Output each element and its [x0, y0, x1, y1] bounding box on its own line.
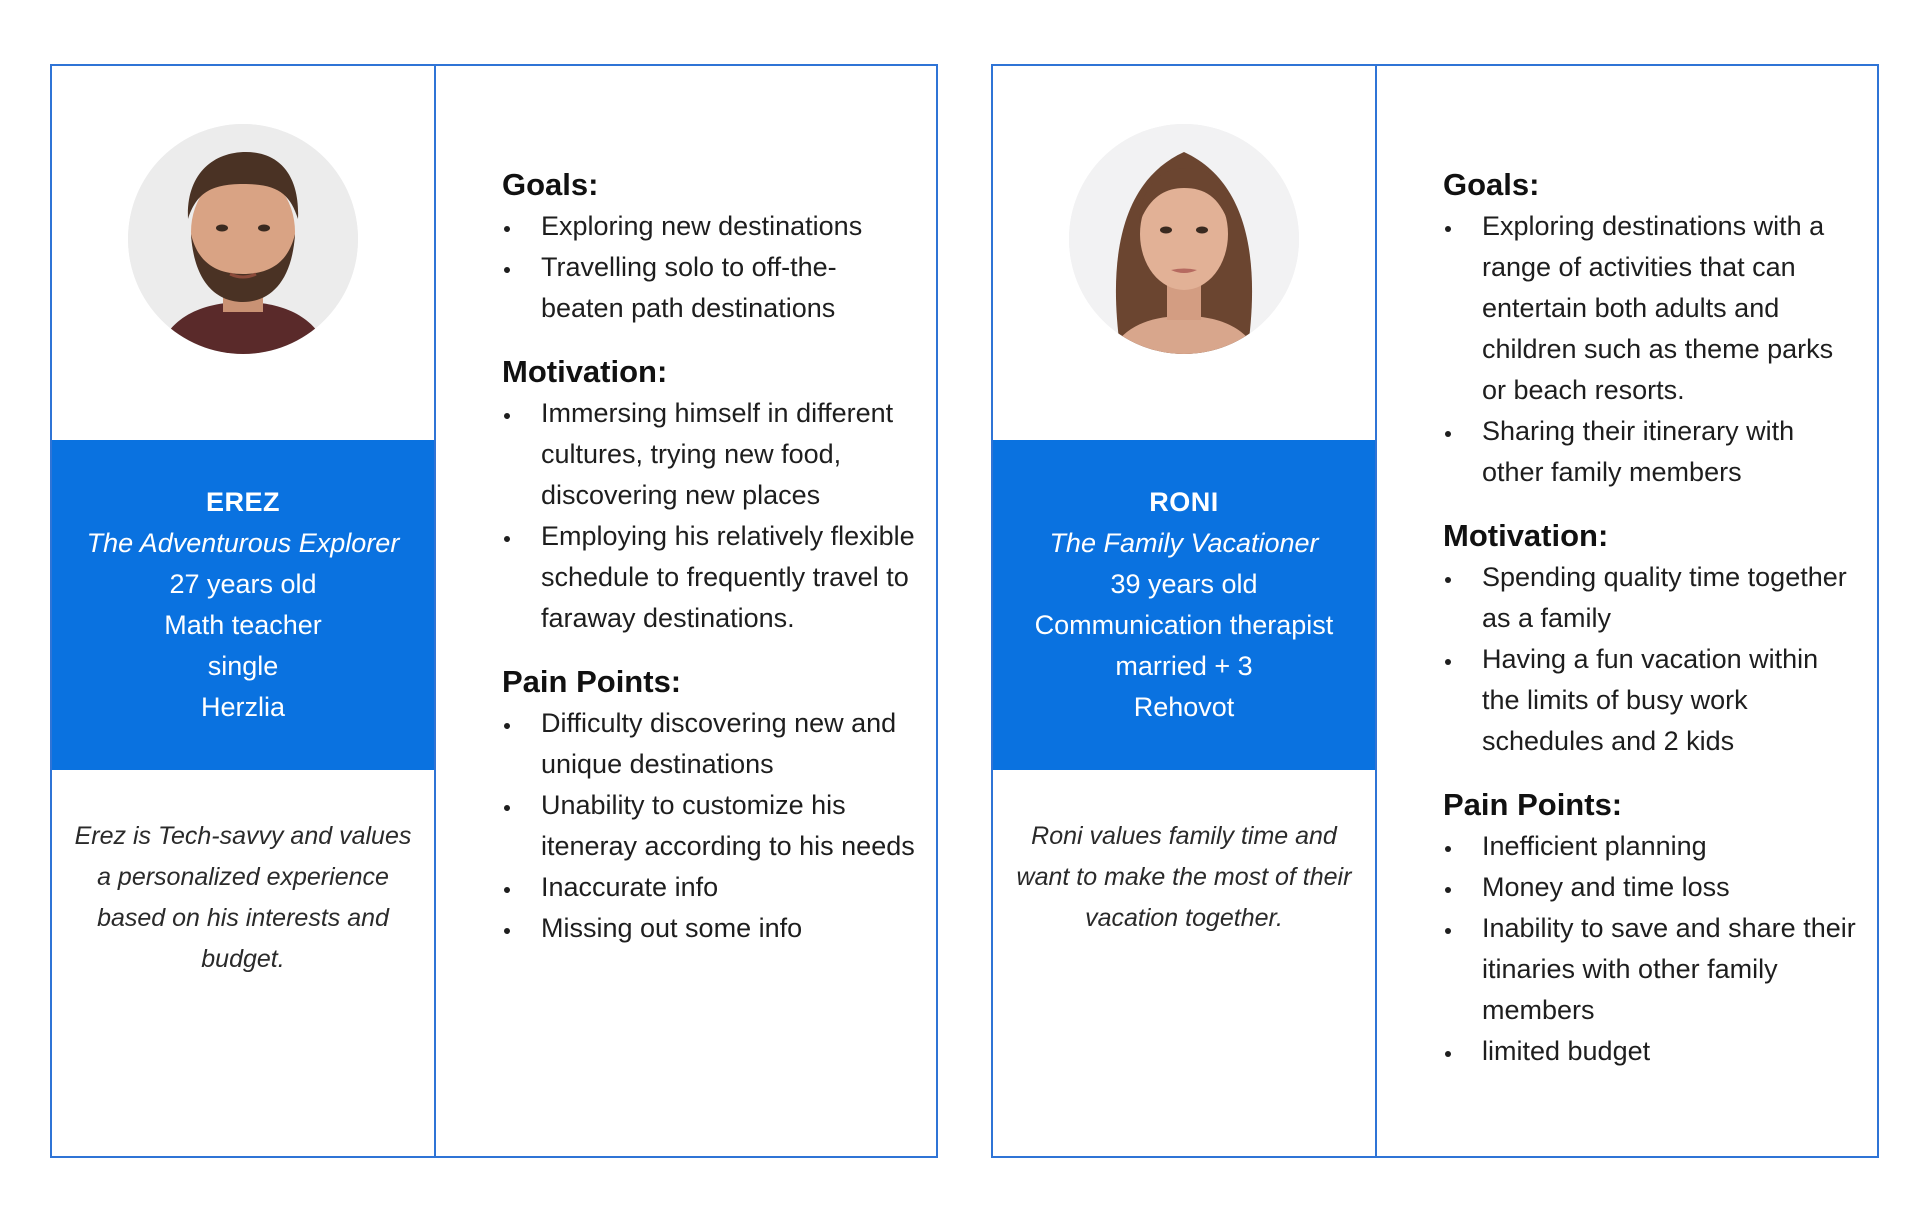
- list-item: Exploring destinations with a range of activities that can entertain both adults and children such as theme parks or beach resorts.: [1443, 206, 1857, 411]
- list-item: Having a fun vacation within the limits of busy work schedules and 2 kids: [1443, 639, 1857, 762]
- persona-identity-band: [993, 440, 1375, 770]
- motivation-heading: Motivation:: [502, 354, 668, 389]
- goals-list: [1443, 206, 1857, 493]
- pain-points-section: [1443, 784, 1857, 1072]
- persona-name: RONI: [1149, 487, 1219, 517]
- avatar: [1069, 124, 1299, 354]
- pain-points-list: [502, 703, 916, 949]
- pain-points-heading: Pain Points:: [1443, 787, 1623, 822]
- persona-card-roni: [991, 64, 1879, 1158]
- persona-occupation: Math teacher: [164, 610, 322, 640]
- motivation-section: [1443, 515, 1857, 762]
- pain-points-list: [1443, 826, 1857, 1072]
- list-item: Inaccurate info: [502, 867, 916, 908]
- list-item: Inability to save and share their itinaries with other family members: [1443, 908, 1857, 1031]
- man-portrait-icon: [128, 124, 358, 354]
- list-item: Employing his relatively flexible schedule to frequently travel to faraway destinations.: [502, 516, 916, 639]
- list-item: Difficulty discovering new and unique destinations: [502, 703, 916, 785]
- persona-status: married + 3: [1115, 651, 1253, 681]
- motivation-list: [502, 393, 916, 639]
- persona-age: 39 years old: [1110, 569, 1258, 599]
- motivation-list: [1443, 557, 1857, 762]
- list-item: Missing out some info: [502, 908, 916, 949]
- profile-column: [52, 66, 436, 1156]
- persona-bio: Erez is Tech-savvy and values a personalized experience based on his interests and budget.: [74, 822, 412, 973]
- persona-status: single: [207, 651, 279, 681]
- list-item: limited budget: [1443, 1031, 1857, 1072]
- persona-name: EREZ: [205, 487, 280, 517]
- photo-area: [52, 66, 434, 440]
- goals-section: [1443, 164, 1857, 493]
- list-item: Money and time loss: [1443, 867, 1857, 908]
- list-item: Inefficient planning: [1443, 826, 1857, 867]
- list-item: Travelling solo to off-the-beaten path destinations: [502, 247, 916, 329]
- persona-identity-band: [52, 440, 434, 770]
- goals-list: [502, 206, 916, 329]
- details-column: [436, 66, 936, 1156]
- persona-title: The Family Vacationer: [1049, 528, 1319, 558]
- persona-location: Rehovot: [1133, 692, 1235, 722]
- list-item: Sharing their itinerary with other family members: [1443, 411, 1857, 493]
- pain-points-heading: Pain Points:: [502, 664, 682, 699]
- goals-heading: Goals:: [1443, 167, 1540, 202]
- details-column: [1377, 66, 1877, 1156]
- goals-heading: Goals:: [502, 167, 599, 202]
- avatar: [128, 124, 358, 354]
- motivation-heading: Motivation:: [1443, 518, 1609, 553]
- persona-title: The Adventurous Explorer: [86, 528, 400, 558]
- profile-column: [993, 66, 1377, 1156]
- goals-section: [502, 164, 916, 329]
- pain-points-section: [502, 661, 916, 949]
- persona-occupation: Communication therapist: [1034, 610, 1334, 640]
- woman-portrait-icon: [1069, 124, 1299, 354]
- persona-location: Herzlia: [200, 692, 286, 722]
- list-item: Immersing himself in different cultures, trying new food, discovering new places: [502, 393, 916, 516]
- list-item: Exploring new destinations: [502, 206, 916, 247]
- list-item: Spending quality time together as a family: [1443, 557, 1857, 639]
- persona-age: 27 years old: [169, 569, 317, 599]
- persona-bio: Roni values family time and want to make the most of their vacation together.: [1016, 822, 1352, 932]
- persona-card-erez: [50, 64, 938, 1158]
- list-item: Unability to customize his iteneray according to his needs: [502, 785, 916, 867]
- photo-area: [993, 66, 1375, 440]
- motivation-section: [502, 351, 916, 639]
